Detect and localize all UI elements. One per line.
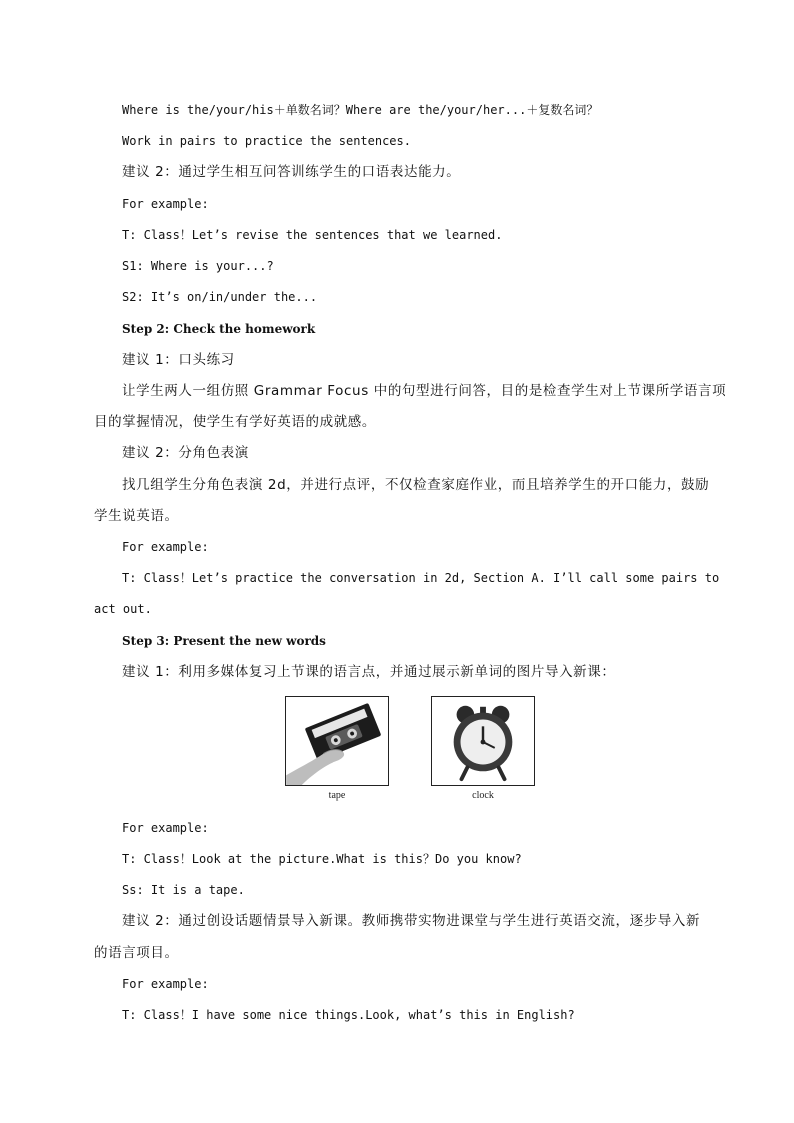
dialogue-s1: S1: Where is your...?: [122, 259, 274, 273]
suggestion-2-role-play: 建议 2：分角色表演: [122, 445, 249, 461]
for-example-label: For example:: [122, 977, 209, 991]
tape-illustration: [286, 697, 388, 785]
suggestion-2-oral: 建议 2：通过学生相互问答训练学生的口语表达能力。: [122, 164, 461, 180]
dialogue-teacher-practice-line2: act out.: [94, 602, 152, 616]
tape-caption: tape: [328, 790, 346, 801]
suggestion-2-scenario-line1: 建议 2：通过创设话题情景导入新课。教师携带实物进课堂与学生进行英语交流，逐步导入新: [122, 913, 701, 929]
paragraph-role-play-line1: 找几组学生分角色表演 2d，并进行点评，不仅检查家庭作业，而且培养学生的开口能力，鼓励: [122, 477, 710, 493]
step-2-heading: Step 2: Check the homework: [122, 322, 316, 336]
tape-image: [285, 696, 389, 786]
dialogue-students-tape: Ss: It is a tape.: [122, 883, 245, 897]
dialogue-teacher-revise: T: Class！Let’s revise the sentences that we learned.: [122, 228, 503, 242]
paragraph-grammar-focus-line1: 让学生两人一组仿照 Grammar Focus 中的句型进行问答，目的是检查学生对上节课所学语言项: [122, 383, 727, 399]
for-example-label: For example:: [122, 821, 209, 835]
pattern-line: Where is the/your/his＋单数名词？Where are the/your/her...＋复数名词？: [122, 103, 599, 117]
paragraph-grammar-focus-line2: 目的掌握情况，使学生有学好英语的成就感。: [94, 414, 376, 430]
suggestion-2-scenario-line2: 的语言项目。: [94, 945, 179, 961]
step-3-heading: Step 3: Present the new words: [122, 634, 326, 648]
for-example-label: For example:: [122, 197, 209, 211]
clock-image: [431, 696, 535, 786]
pair-work-line: Work in pairs to practice the sentences.: [122, 134, 411, 148]
dialogue-teacher-picture: T: Class！Look at the picture.What is this？Do you know?: [122, 852, 522, 866]
dialogue-teacher-practice-line1: T: Class！Let’s practice the conversation in 2d, Section A. I’ll call some pairs to: [122, 571, 720, 585]
suggestion-1-oral-practice: 建议 1：口头练习: [122, 352, 235, 368]
dialogue-teacher-nice-things: T: Class！I have some nice things.Look, what’s this in English?: [122, 1008, 575, 1022]
clock-caption: clock: [472, 790, 494, 801]
for-example-label: For example:: [122, 540, 209, 554]
paragraph-role-play-line2: 学生说英语。: [94, 508, 179, 524]
suggestion-1-multimedia: 建议 1：利用多媒体复习上节课的语言点，并通过展示新单词的图片导入新课：: [122, 664, 616, 680]
alarm-clock-illustration: [432, 697, 534, 785]
dialogue-s2: S2: It’s on/in/under the...: [122, 290, 318, 304]
